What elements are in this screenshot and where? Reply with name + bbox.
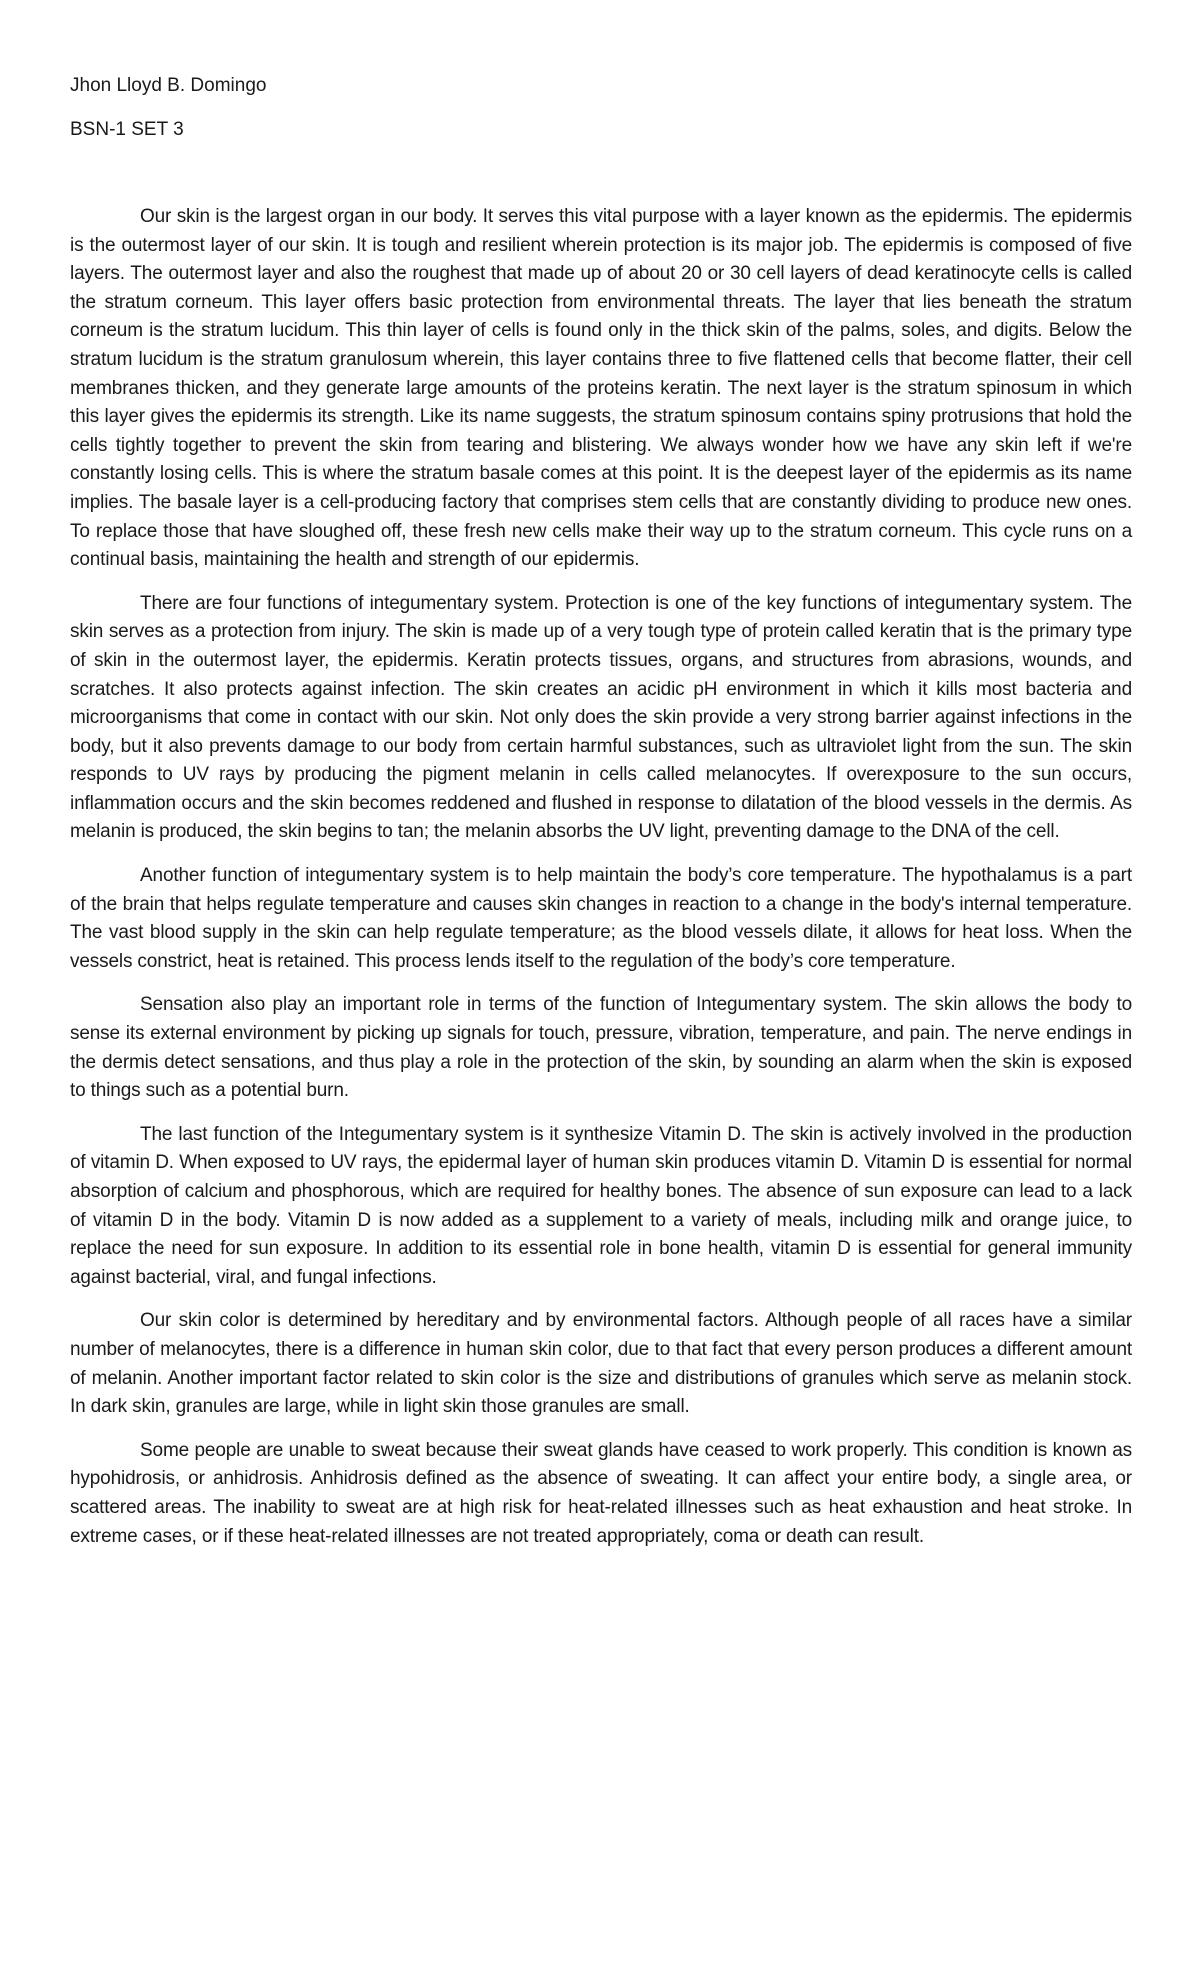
author-name: Jhon Lloyd B. Domingo [70, 75, 267, 96]
paragraph-temperature: Another function of integumentary system is to help maintain the body’s core temperature. The hypothalamus is a part of the brain that helps regulate temperature and causes skin changes in reaction to a change in the body's internal temperature. The vast blood supply in the skin can help regulate temperature; as the blood vessels dilate, it allows for heat loss. When the vessels constrict, heat is retained. This process lends itself to the regulation of the body’s core temperature. [70, 865, 1132, 972]
paragraph-anhidrosis: Some people are unable to sweat because their sweat glands have ceased to work properly. This condition is known as hypohidrosis, or anhidrosis. Anhidrosis defined as the absence of sweating. It can affect your entire body, a single area, or scattered areas. The inability to sweat are at high risk for heat-related illnesses such as heat exhaustion and heat stroke. In extreme cases, or if these heat-related illnesses are not treated appropriately, coma or death can result. [70, 1439, 1132, 1547]
course-section: BSN-1 SET 3 [70, 119, 184, 140]
paragraph-vitamin-d: The last function of the Integumentary system is it synthesize Vitamin D. The skin is actively involved in the production of vitamin D. When exposed to UV rays, the epidermal layer of human skin produces vitamin D. Vitamin D is essential for normal absorption of calcium and phosphorous, which are required for healthy bones. The absence of sun exposure can lead to a lack of vitamin D in the body. Vitamin D is now added as a supplement to a variety of meals, including milk and orange juice, to replace the need for sun exposure. In addition to its essential role in bone health, vitamin D is essential for general immunity against bacterial, viral, and fungal infections. [70, 1123, 1132, 1288]
paragraph-epidermis: Our skin is the largest organ in our body. It serves this vital purpose with a layer known as the epidermis. The epidermis is the outermost layer of our skin. It is tough and resilient wherein protection is its major job. The epidermis is composed of five layers. The outermost layer and also the roughest that made up of about 20 or 30 cell layers of dead keratinocyte cells is called the stratum corneum. This layer offers basic protection from environmental threats. The layer that lies beneath the stratum corneum is the stratum lucidum. This thin layer of cells is found only in the thick skin of the palms, soles, and digits. Below the stratum lucidum is the stratum granulosum wherein, this layer contains three to five flattened cells that become flatter, their cell membranes thicken, and they generate large amounts of the proteins keratin. The next layer is the stratum spinosum in which this layer gives the epidermis its strength. Like its name suggests, the stratum spinosum contains spiny protrusions that hold the cells tightly together to prevent the skin from tearing and blistering. We always wonder how we have any skin left if we're constantly losing cells. This is where the stratum basale comes at this point. It is the deepest layer of the epidermis as its name implies. The basale layer is a cell-producing factory that comprises stem cells that are constantly dividing to produce new ones. To replace those that have sloughed off, these fresh new cells make their way up to the stratum corneum. This cycle runs on a continual basis, maintaining the health and strength of our epidermis. [70, 206, 1132, 571]
paragraph-skin-color: Our skin color is determined by hereditary and by environmental factors. Although people of all races have a similar number of melanocytes, there is a difference in human skin color, due to that fact that every person produces a different amount of melanin. Another important factor related to skin color is the size and distributions of granules which serve as melanin stock. In dark skin, granules are large, while in light skin those granules are small. [70, 1310, 1132, 1418]
paragraph-sensation: Sensation also play an important role in terms of the function of Integumentary system. The skin allows the body to sense its external environment by picking up signals for touch, pressure, vibration, temperature, and pain. The nerve endings in the dermis detect sensations, and thus play a role in the protection of the skin, by sounding an alarm when the skin is exposed to things such as a potential burn. [70, 994, 1132, 1102]
paragraph-protection: There are four functions of integumentary system. Protection is one of the key functions of integumentary system. The skin serves as a protection from injury. The skin is made up of a very tough type of protein called keratin that is the primary type of skin in the outermost layer, the epidermis. Keratin protects tissues, organs, and structures from abrasions, wounds, and scratches. It also protects against infection. The skin creates an acidic pH environment in which it kills most bacteria and microorganisms that come in contact with our skin. Not only does the skin provide a very strong barrier against infections in the body, but it also prevents damage to our body from certain harmful substances, such as ultraviolet light from the sun. The skin responds to UV rays by producing the pigment melanin in cells called melanocytes. If overexposure to the sun occurs, inflammation occurs and the skin becomes reddened and flushed in response to dilatation of the blood vessels in the dermis. As melanin is produced, the skin begins to tan; the melanin absorbs the UV light, preventing damage to the DNA of the cell. [70, 592, 1132, 843]
essay-body [70, 203, 1132, 1566]
